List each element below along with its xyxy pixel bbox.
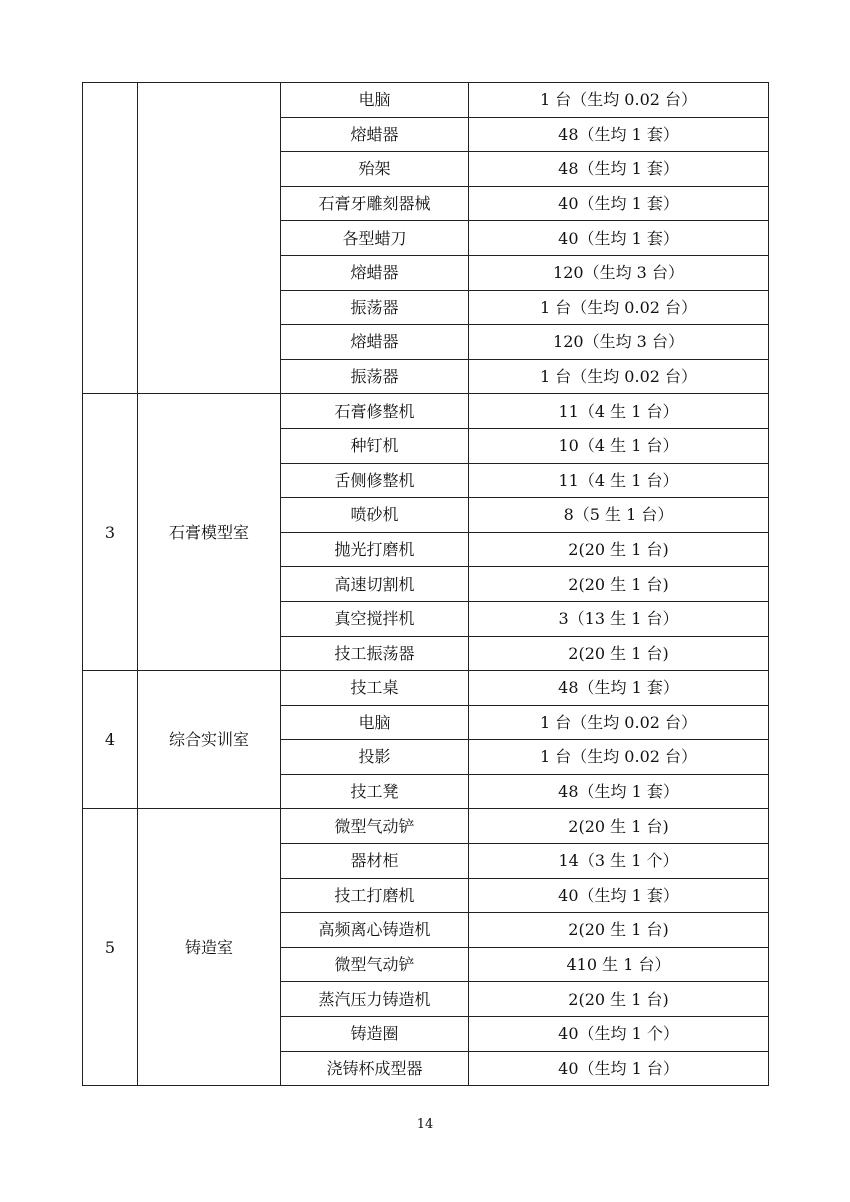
table-row <box>83 671 769 706</box>
table-row <box>83 394 769 429</box>
equipment-quantity-cell: 2(20 生 1 台) <box>469 982 769 1017</box>
equipment-quantity-cell: 2(20 生 1 台) <box>469 809 769 844</box>
equipment-quantity-cell: 40（生均 1 套） <box>469 186 769 221</box>
equipment-name-cell: 喷砂机 <box>281 498 469 533</box>
equipment-name-cell: 真空搅拌机 <box>281 601 469 636</box>
equipment-name-cell: 高速切割机 <box>281 567 469 602</box>
equipment-name-cell: 抛光打磨机 <box>281 532 469 567</box>
room-number-cell: 3 <box>83 394 138 671</box>
equipment-name-cell: 种钉机 <box>281 428 469 463</box>
page-number: 14 <box>416 1117 434 1132</box>
equipment-name-cell: 浇铸杯成型器 <box>281 1051 469 1086</box>
equipment-name-cell: 微型气动铲 <box>281 947 469 982</box>
equipment-name-cell: 投影 <box>281 740 469 775</box>
equipment-quantity-cell: 11（4 生 1 台） <box>469 394 769 429</box>
equipment-quantity-cell: 8（5 生 1 台） <box>469 498 769 533</box>
equipment-name-cell: 电脑 <box>281 705 469 740</box>
room-name-cell: 综合实训室 <box>138 671 281 809</box>
equipment-quantity-cell: 40（生均 1 套） <box>469 221 769 256</box>
equipment-name-cell: 各型蜡刀 <box>281 221 469 256</box>
equipment-name-cell: 铸造圈 <box>281 1017 469 1052</box>
equipment-name-cell: 高频离心铸造机 <box>281 913 469 948</box>
equipment-name-cell: 技工凳 <box>281 774 469 809</box>
equipment-quantity-cell: 2(20 生 1 台) <box>469 636 769 671</box>
equipment-quantity-cell: 48（生均 1 套） <box>469 152 769 187</box>
equipment-quantity-cell: 48（生均 1 套） <box>469 671 769 706</box>
equipment-table-body <box>83 83 769 1086</box>
equipment-name-cell: 技工打磨机 <box>281 878 469 913</box>
room-number-cell <box>83 83 138 394</box>
equipment-quantity-cell: 1 台（生均 0.02 台） <box>469 359 769 394</box>
equipment-quantity-cell: 48（生均 1 套） <box>469 117 769 152</box>
equipment-quantity-cell: 1 台（生均 0.02 台） <box>469 290 769 325</box>
equipment-name-cell: 熔蜡器 <box>281 325 469 360</box>
equipment-quantity-cell: 40（生均 1 台） <box>469 1051 769 1086</box>
equipment-name-cell: 微型气动铲 <box>281 809 469 844</box>
room-name-cell: 铸造室 <box>138 809 281 1086</box>
equipment-quantity-cell: 3（13 生 1 台） <box>469 601 769 636</box>
equipment-name-cell: 技工桌 <box>281 671 469 706</box>
room-name-cell: 石膏模型室 <box>138 394 281 671</box>
equipment-name-cell: 熔蜡器 <box>281 255 469 290</box>
equipment-quantity-cell: 40（生均 1 套） <box>469 878 769 913</box>
equipment-quantity-cell: 2(20 生 1 台) <box>469 567 769 602</box>
equipment-quantity-cell: 120（生均 3 台） <box>469 255 769 290</box>
equipment-name-cell: 器材柜 <box>281 844 469 879</box>
equipment-name-cell: 石膏牙雕刻器械 <box>281 186 469 221</box>
equipment-name-cell: 振荡器 <box>281 359 469 394</box>
equipment-quantity-cell: 410 生 1 台） <box>469 947 769 982</box>
equipment-quantity-cell: 48（生均 1 套） <box>469 774 769 809</box>
equipment-quantity-cell: 1 台（生均 0.02 台） <box>469 83 769 118</box>
equipment-name-cell: 舌侧修整机 <box>281 463 469 498</box>
equipment-table <box>82 82 769 1086</box>
equipment-name-cell: 蒸汽压力铸造机 <box>281 982 469 1017</box>
equipment-name-cell: 熔蜡器 <box>281 117 469 152</box>
equipment-name-cell: 殆架 <box>281 152 469 187</box>
equipment-quantity-cell: 10（4 生 1 台） <box>469 428 769 463</box>
equipment-quantity-cell: 1 台（生均 0.02 台） <box>469 705 769 740</box>
equipment-name-cell: 技工振荡器 <box>281 636 469 671</box>
equipment-quantity-cell: 1 台（生均 0.02 台） <box>469 740 769 775</box>
room-number-cell: 4 <box>83 671 138 809</box>
room-name-cell <box>138 83 281 394</box>
equipment-quantity-cell: 14（3 生 1 个） <box>469 844 769 879</box>
equipment-quantity-cell: 2(20 生 1 台) <box>469 913 769 948</box>
equipment-name-cell: 电脑 <box>281 83 469 118</box>
equipment-quantity-cell: 11（4 生 1 台） <box>469 463 769 498</box>
equipment-quantity-cell: 120（生均 3 台） <box>469 325 769 360</box>
equipment-quantity-cell: 40（生均 1 个） <box>469 1017 769 1052</box>
equipment-name-cell: 石膏修整机 <box>281 394 469 429</box>
table-row <box>83 809 769 844</box>
table-row <box>83 83 769 118</box>
equipment-quantity-cell: 2(20 生 1 台) <box>469 532 769 567</box>
room-number-cell: 5 <box>83 809 138 1086</box>
equipment-name-cell: 振荡器 <box>281 290 469 325</box>
